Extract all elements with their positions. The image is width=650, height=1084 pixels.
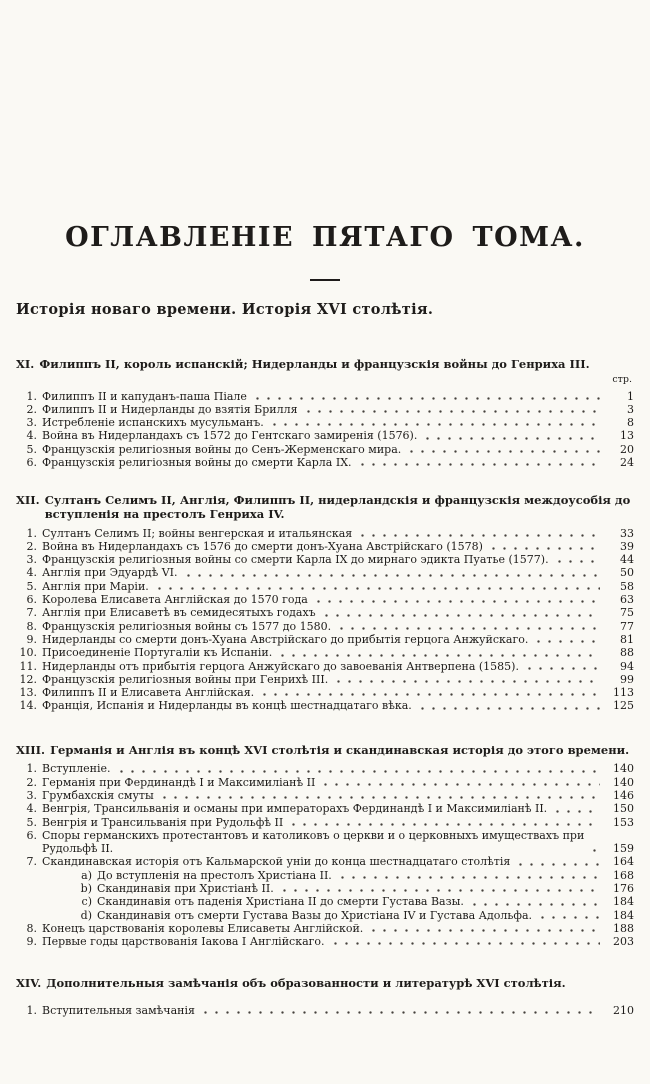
entry-page: 125 xyxy=(613,699,634,713)
entry-page: 39 xyxy=(620,539,634,553)
toc-entry xyxy=(16,633,634,646)
entry-title: Султанъ Селимъ II; войны венгерская и итальянская xyxy=(42,526,353,540)
toc-entry xyxy=(16,606,634,619)
dot-leader xyxy=(469,902,600,907)
toc-entry xyxy=(16,527,634,540)
entry-number: d) xyxy=(80,908,92,922)
section-title: Германія и Англія въ концѣ XVI столѣтія и скандинавская исторія до этого времени. xyxy=(50,742,630,757)
entry-number: b) xyxy=(80,881,92,895)
toc-subentry xyxy=(16,895,634,908)
section-number: XII. xyxy=(16,493,40,508)
dot-leader xyxy=(537,915,600,920)
entry-number: 1. xyxy=(26,762,37,776)
toc-entry xyxy=(16,816,634,829)
toc-entry xyxy=(16,762,634,775)
entry-page: 1 xyxy=(627,389,634,403)
entry-page: 203 xyxy=(613,935,634,949)
section-title: Дополнительныя замѣчанія объ образованности и литературѣ XVI столѣтія. xyxy=(46,976,566,991)
dot-leader xyxy=(303,409,600,414)
toc-entry xyxy=(16,829,634,856)
entry-title: Первые годы царствованія Іакова I Англійскаго. xyxy=(42,935,325,949)
entry-page: 188 xyxy=(613,921,634,935)
entry-number: 7. xyxy=(26,606,37,620)
dot-leader xyxy=(524,666,600,671)
dot-leader xyxy=(488,546,600,551)
entry-number: 12. xyxy=(19,672,37,686)
entry-page: 210 xyxy=(613,1004,634,1018)
dot-leader xyxy=(259,692,600,697)
entry-page: 63 xyxy=(620,593,634,607)
entry-number: 4. xyxy=(26,802,37,816)
entry-number: 3. xyxy=(26,416,37,430)
entry-title: Война въ Нидерландахъ съ 1576 до смерти донъ-Хуана Австрійскаго (1578) xyxy=(42,539,483,553)
entry-page: 44 xyxy=(620,553,634,567)
entry-title: Филиппъ II и капуданъ-паша Піале xyxy=(42,389,247,403)
entry-number: 5. xyxy=(26,442,37,456)
entry-page: 164 xyxy=(613,855,634,869)
entry-page: 94 xyxy=(620,659,634,673)
toc-entry xyxy=(16,789,634,802)
entry-number: 2. xyxy=(26,539,37,553)
entry-title: Война въ Нидерландахъ съ 1572 до Гентскаго замиренія (1576). xyxy=(42,429,418,443)
dot-leader xyxy=(320,782,600,787)
entry-title: Королева Елисавета Англійская до 1570 года xyxy=(42,593,308,607)
entry-title: Французскія религіозныя войны съ 1577 до 1580. xyxy=(42,619,332,633)
entry-title: Скандинавія отъ паденія Христіана II до смерти Густава Вазы. xyxy=(97,895,464,909)
toc-entry xyxy=(16,922,634,935)
section-title: Султанъ Селимъ II, Англія, Филиппъ II, нидерландскія и французскія междоусобія до вступленія на престолъ Генриха IV. xyxy=(44,493,631,521)
dot-leader xyxy=(288,822,600,827)
entry-title: Нидерланды со смерти донъ-Хуана Австрійскаго до прибытія герцога Анжуйскаго. xyxy=(42,632,529,646)
title-divider xyxy=(310,279,340,281)
dot-leader xyxy=(422,436,600,441)
entry-number: 6. xyxy=(26,456,37,470)
toc-entry xyxy=(16,429,634,442)
entry-number: 9. xyxy=(26,632,37,646)
entry-title: До вступленія на престолъ Христіана II. xyxy=(97,868,332,882)
section-entries xyxy=(16,527,634,713)
entry-number: 14. xyxy=(19,699,37,713)
entry-page: 3 xyxy=(627,402,634,416)
toc-entry xyxy=(16,620,634,633)
section-xiii xyxy=(16,744,634,949)
toc-entry xyxy=(16,660,634,673)
entry-title: Вступленіе. xyxy=(42,762,111,776)
entry-number: 2. xyxy=(26,402,37,416)
toc-entry xyxy=(16,403,634,416)
toc-entry xyxy=(16,686,634,699)
dot-leader xyxy=(337,875,600,880)
entry-page: 176 xyxy=(613,881,634,895)
entry-page: 99 xyxy=(620,672,634,686)
entry-number: 11. xyxy=(19,659,37,673)
toc-entry xyxy=(16,443,634,456)
dot-leader xyxy=(417,706,600,711)
entry-page: 24 xyxy=(620,456,634,470)
entry-page: 20 xyxy=(620,442,634,456)
dot-leader xyxy=(159,795,600,800)
dot-leader xyxy=(183,573,600,578)
entry-title: Французскія религіозныя войны при Генрихѣ III. xyxy=(42,672,329,686)
toc-entry xyxy=(16,553,634,566)
section-title: Филиппъ II, король испанскій; Нидерланды и французскія войны до Генриха III. xyxy=(39,357,590,371)
toc-entry xyxy=(16,1004,634,1017)
entry-page: 153 xyxy=(613,815,634,829)
entry-page: 8 xyxy=(627,416,634,430)
toc-entry xyxy=(16,935,634,948)
section-number: XI. xyxy=(16,357,35,371)
section-heading xyxy=(16,494,634,521)
entry-page: 13 xyxy=(620,429,634,443)
dot-leader xyxy=(333,679,600,684)
dot-leader xyxy=(357,462,600,467)
dot-leader xyxy=(313,599,600,604)
entry-title: Французскія религіозныя войны со смерти Карла IX до мирнаго эдикта Пуатье (1577). xyxy=(42,553,549,567)
entry-number: 5. xyxy=(26,579,37,593)
entry-title: Венгрія и Трансильванія при Рудольфѣ II xyxy=(42,815,284,829)
entry-page: 81 xyxy=(620,632,634,646)
entry-number: 1. xyxy=(26,1004,37,1018)
entry-title: Нидерланды отъ прибытія герцога Анжуйскаго до завоеванія Антверпена (1585). xyxy=(42,659,519,673)
entry-page: 159 xyxy=(613,842,634,856)
entry-title: Грумбахскія смуты xyxy=(42,788,154,802)
entry-number: 5. xyxy=(26,815,37,829)
section-xiv xyxy=(16,977,634,1017)
entry-title: Присоединеніе Португаліи къ Испаніи. xyxy=(42,646,273,660)
dot-leader xyxy=(336,626,600,631)
entry-title: Франція, Испанія и Нидерланды въ концѣ шестнадцатаго вѣка. xyxy=(42,699,412,713)
dot-leader xyxy=(200,1010,600,1015)
dot-leader xyxy=(321,613,600,618)
toc-entry xyxy=(16,416,634,429)
entry-number: 2. xyxy=(26,775,37,789)
dot-leader xyxy=(252,396,600,401)
entry-number: 7. xyxy=(26,855,37,869)
entry-number: 1. xyxy=(26,526,37,540)
entry-title: Венгрія, Трансильванія и османы при императорахъ Фердинандѣ I и Максимиліанѣ II. xyxy=(42,802,548,816)
volume-title: ОГЛАВЛЕНІЕ ПЯТАГО ТОМА. xyxy=(65,222,585,253)
section-entries xyxy=(16,390,634,470)
dot-leader xyxy=(277,653,600,658)
section-xi xyxy=(16,358,634,469)
dot-leader xyxy=(406,449,600,454)
entry-title: Филиппъ II и Елисавета Англійская. xyxy=(42,686,255,700)
toc-entry xyxy=(16,593,634,606)
toc-entry xyxy=(16,699,634,712)
entry-title: Французскія религіозныя войны до смерти Карла IX. xyxy=(42,456,352,470)
dot-leader xyxy=(552,809,600,814)
page-column-label: стр. xyxy=(612,373,632,385)
entry-page: 33 xyxy=(620,526,634,540)
entry-number: 8. xyxy=(26,619,37,633)
entry-title: Французскія религіозныя войны до Сенъ-Жерменскаго мира. xyxy=(42,442,402,456)
entry-number: 9. xyxy=(26,935,37,949)
toc-subentry xyxy=(16,869,634,882)
entry-page: 77 xyxy=(620,619,634,633)
entry-title: Скандинавская исторія отъ Кальмарской уніи до конца шестнадцатаго столѣтія xyxy=(42,855,511,869)
entry-number: 10. xyxy=(19,646,37,660)
entry-number: 13. xyxy=(19,686,37,700)
entry-title: Германія при Фердинандѣ I и Максимиліанѣ II xyxy=(42,775,316,789)
dot-leader xyxy=(279,888,600,893)
entry-page: 146 xyxy=(613,788,634,802)
entry-page: 75 xyxy=(620,606,634,620)
dot-leader xyxy=(533,639,600,644)
entry-title: Англія при Маріи. xyxy=(42,579,149,593)
entry-title: Англія при Эдуардѣ VI. xyxy=(42,566,178,580)
section-xii xyxy=(16,494,634,712)
entry-number: 3. xyxy=(26,788,37,802)
dot-leader xyxy=(330,941,600,946)
entry-number: 8. xyxy=(26,921,37,935)
entry-title: Споры германскихъ протестантовъ и католиковъ о церкви и о церковныхъ имуществахъ при Рудольфѣ II. xyxy=(42,828,585,856)
toc-entry xyxy=(16,646,634,659)
section-heading xyxy=(16,977,634,991)
entry-number: 4. xyxy=(26,566,37,580)
section-entries xyxy=(16,1004,634,1017)
entry-page: 184 xyxy=(613,895,634,909)
entry-title: Вступительныя замѣчанія xyxy=(42,1004,195,1018)
entry-page: 140 xyxy=(613,762,634,776)
entry-page: 150 xyxy=(613,802,634,816)
entry-number: 6. xyxy=(26,593,37,607)
entry-title: Англія при Елисаветѣ въ семидесятыхъ годахъ xyxy=(42,606,316,620)
dot-leader xyxy=(554,559,600,564)
toc-entry xyxy=(16,566,634,579)
entry-number: c) xyxy=(81,895,92,909)
entry-title: Истребленіе испанскихъ мусульманъ. xyxy=(42,416,264,430)
dot-leader xyxy=(357,533,600,538)
entry-page: 50 xyxy=(620,566,634,580)
dot-leader xyxy=(515,862,600,867)
entry-number: 3. xyxy=(26,553,37,567)
entry-page: 88 xyxy=(620,646,634,660)
dot-leader xyxy=(269,422,600,427)
section-number: XIV. xyxy=(16,976,42,991)
toc-subentry xyxy=(16,909,634,922)
toc-entry xyxy=(16,802,634,815)
toc-entry xyxy=(16,390,634,403)
entry-page: 140 xyxy=(613,775,634,789)
section-entries xyxy=(16,762,634,948)
entry-page: 58 xyxy=(620,579,634,593)
section-heading xyxy=(16,744,634,758)
entry-title: Конецъ царствованія королевы Елисаветы Англійской. xyxy=(42,921,364,935)
entry-number: 6. xyxy=(26,828,37,842)
entry-number: 4. xyxy=(26,429,37,443)
book-subtitle: Исторія новаго времени. Исторія XVI столѣтія. xyxy=(16,301,434,318)
entry-page: 168 xyxy=(613,868,634,882)
entry-page: 113 xyxy=(613,686,634,700)
entry-number: 1. xyxy=(26,389,37,403)
toc-entry xyxy=(16,855,634,868)
dot-leader xyxy=(368,928,600,933)
section-heading xyxy=(16,358,634,372)
toc-entry xyxy=(16,580,634,593)
toc-entry xyxy=(16,540,634,553)
entry-number: a) xyxy=(81,868,92,882)
dot-leader xyxy=(154,586,600,591)
entry-title: Филиппъ II и Нидерланды до взятія Брилля xyxy=(42,402,298,416)
dot-leader xyxy=(589,848,600,853)
toc-entry xyxy=(16,673,634,686)
section-number: XIII. xyxy=(16,742,46,757)
entry-title: Скандинавія при Христіанѣ II. xyxy=(97,881,274,895)
toc-subentry xyxy=(16,882,634,895)
entry-page: 184 xyxy=(613,908,634,922)
entry-title: Скандинавія отъ смерти Густава Вазы до Христіана IV и Густава Адольфа. xyxy=(97,908,532,922)
dot-leader xyxy=(116,769,601,774)
toc-entry xyxy=(16,776,634,789)
toc-entry xyxy=(16,456,634,469)
